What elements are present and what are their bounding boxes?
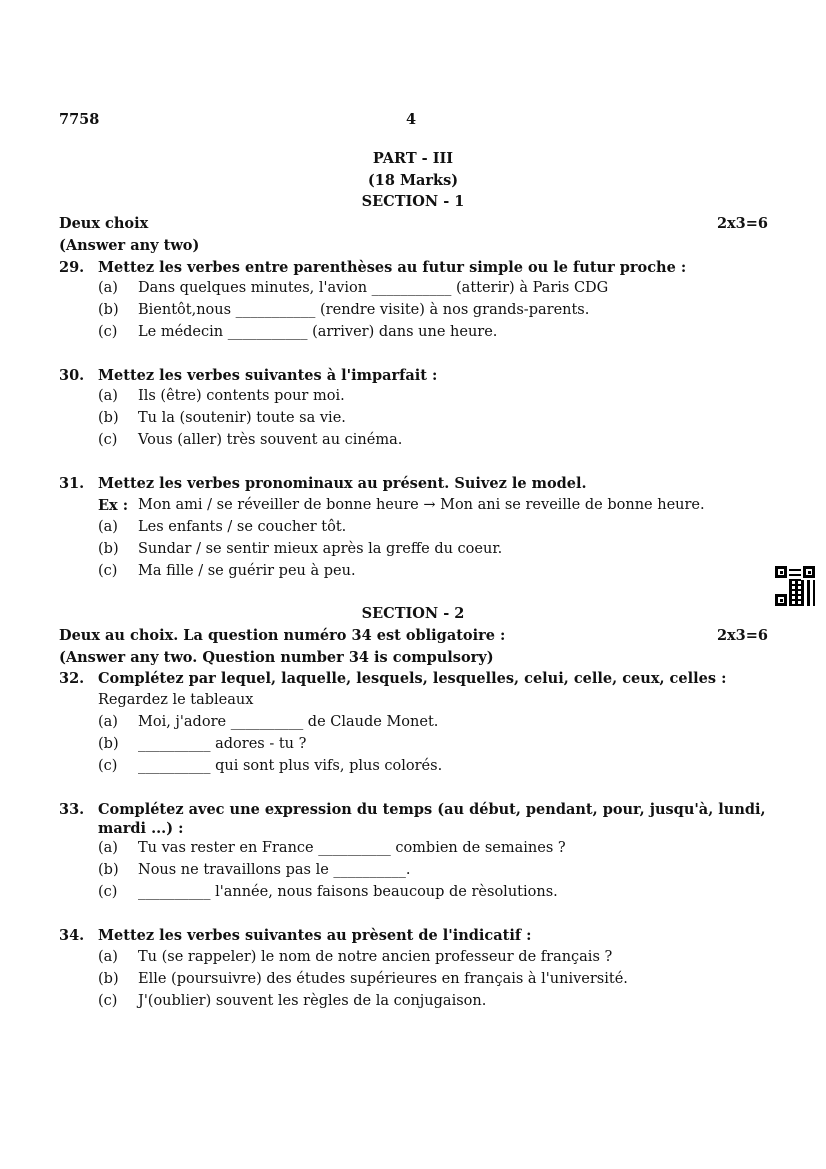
question-intro: Regardez le tableaux [98,692,254,708]
question-text: Mettez les verbes suivantes au prèsent de l'indicatif : [98,927,532,944]
question-text: Complétez par lequel, laquelle, lesquels, lesquelles, celui, celle, ceux, celles : [98,670,727,687]
option-label: (c) [98,758,118,774]
option-label: (c) [98,324,118,340]
example-text: Mon ami / se réveiller de bonne heure → Mon ani se reveille de bonne heure. [138,497,705,513]
option-text: Ils (être) contents pour moi. [138,388,345,404]
option-label: (b) [98,736,119,752]
option-text: Le médecin ___________ (arriver) dans une heure. [138,324,498,340]
section-2-note: (Answer any two. Question number 34 is compulsory) [59,649,494,666]
option-label: (a) [98,388,118,404]
option-label: (a) [98,714,118,730]
option-text: Ma fille / se guérir peu à peu. [138,563,356,579]
option-label: (c) [98,563,118,579]
option-label: (b) [98,541,119,557]
question-number: 29. [59,259,85,276]
option-label: (c) [98,432,118,448]
option-text: Moi, j'adore __________ de Claude Monet. [138,714,439,730]
question-text: Mettez les verbes entre parenthèses au futur simple ou le futur proche : [98,259,687,276]
option-label: (a) [98,949,118,965]
question-text: Mettez les verbes pronominaux au présent. Suivez le model. [98,475,587,492]
option-text: Tu vas rester en France __________ combien de semaines ? [138,840,566,856]
option-text: Nous ne travaillons pas le __________. [138,862,411,878]
question-text-line-2: mardi ...) : [98,820,184,837]
option-label: (c) [98,993,118,1009]
option-text: J'(oublier) souvent les règles de la conjugaison. [138,993,487,1009]
option-text: __________ l'année, nous faisons beaucoup de rèsolutions. [138,884,558,900]
question-number: 32. [59,670,85,687]
question-number: 33. [59,801,85,818]
option-label: (b) [98,862,119,878]
section-2-marks: 2x3=6 [716,627,768,644]
question-number: 34. [59,927,85,944]
paper-code: 7758 [59,111,100,128]
section-1-note: (Answer any two) [59,237,200,254]
option-text: Tu la (soutenir) toute sa vie. [138,410,346,426]
option-text: Elle (poursuivre) des études supérieures en français à l'université. [138,971,628,987]
section-1-marks: 2x3=6 [716,215,768,232]
option-text: __________ qui sont plus vifs, plus colorés. [138,758,443,774]
option-text: Sundar / se sentir mieux après la greffe du coeur. [138,541,503,557]
section-2-instruction: Deux au choix. La question numéro 34 est obligatoire : [59,627,506,644]
page-number: 4 [406,111,417,128]
option-label: (a) [98,519,118,535]
section-1-title: SECTION - 1 [361,193,465,210]
section-2-title: SECTION - 2 [361,605,465,622]
option-label: (c) [98,884,118,900]
option-text: Bientôt,nous ___________ (rendre visite) à nos grands-parents. [138,302,590,318]
question-text: Mettez les verbes suivantes à l'imparfait : [98,367,438,384]
question-text-line-1: Complétez avec une expression du temps (au début, pendant, pour, jusqu'à, lundi, [98,801,766,818]
option-text: Tu (se rappeler) le nom de notre ancien professeur de français ? [138,949,613,965]
option-label: (b) [98,971,119,987]
option-label: (b) [98,302,119,318]
option-text: Vous (aller) très souvent au cinéma. [138,432,403,448]
option-label: (a) [98,840,118,856]
option-text: __________ adores - tu ? [138,736,307,752]
question-number: 31. [59,475,85,492]
option-text: Dans quelques minutes, l'avion ___________ (atterir) à Paris CDG [138,280,609,296]
part-marks: (18 Marks) [367,172,459,189]
option-label: (a) [98,280,118,296]
part-title: PART - III [372,150,454,167]
option-label: (b) [98,410,119,426]
section-1-instruction: Deux choix [59,215,149,232]
example-label: Ex : [98,497,129,514]
qr-code [775,566,815,606]
question-number: 30. [59,367,85,384]
option-text: Les enfants / se coucher tôt. [138,519,347,535]
